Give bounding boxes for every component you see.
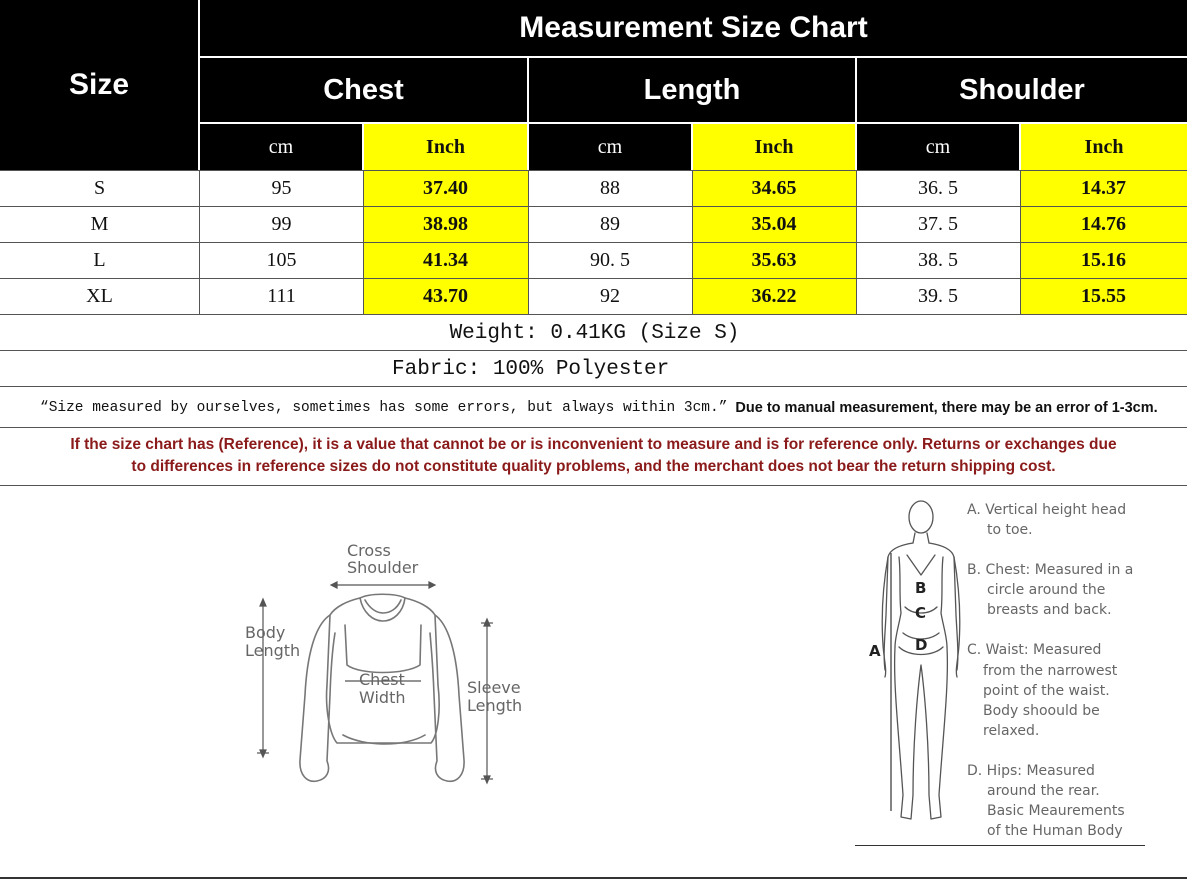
body-legend	[967, 500, 1177, 841]
unit-length-inch: Inch	[693, 124, 855, 170]
col-divider	[199, 170, 200, 314]
legend-line: of the Human Body	[987, 823, 1123, 840]
sweater-collar	[360, 594, 405, 621]
legend-line: relaxed.	[983, 722, 1040, 739]
group-length: Length	[529, 58, 855, 122]
label-body-length: Length	[245, 641, 301, 660]
col-divider	[692, 170, 693, 314]
row-divider	[0, 485, 1187, 486]
measure-note-quote: “Size measured by ourselves, sometimes has some errors, but always within 3cm.”	[40, 399, 728, 416]
label-body-length: Body	[245, 623, 286, 642]
legend-line: D. Hips: Measured	[967, 762, 1095, 779]
label-cross-shoulder: Shoulder	[347, 558, 419, 577]
label-sleeve-length: Length	[467, 696, 523, 715]
col-divider	[528, 170, 529, 314]
legend-line: breasts and back.	[987, 602, 1112, 619]
label-sleeve-length: Sleeve	[467, 678, 521, 697]
unit-chest-cm: cm	[200, 124, 362, 170]
legend-line: Body shoould be	[983, 702, 1100, 719]
row-divider	[0, 278, 1187, 279]
sweater-sleeve-left	[300, 615, 335, 781]
col-divider	[856, 170, 857, 314]
row-divider	[0, 427, 1187, 428]
cell-chest-inch: 38.98	[363, 207, 528, 242]
reference-line-1: If the size chart has (Reference), it is a value that cannot be or is inconvenient to measure and is for reference only. Returns or exchanges due	[70, 436, 1117, 453]
row-divider	[0, 170, 1187, 171]
cell-chest-inch: 41.34	[363, 243, 528, 278]
reference-line-2: to differences in reference sizes do not constitute quality problems, and the merchant does not bear the return shipping cost.	[131, 458, 1056, 475]
figure-head	[909, 501, 933, 533]
body-diagram	[855, 495, 965, 847]
group-chest: Chest	[200, 58, 527, 122]
cell-size: M	[90, 213, 109, 235]
legend-line: point of the waist.	[983, 682, 1110, 699]
label-chest-width: Width	[359, 688, 406, 707]
legend-line: circle around the	[987, 582, 1106, 599]
size-header: Size	[0, 0, 198, 170]
cell-chest-cm: 99	[271, 213, 292, 235]
col-divider	[1020, 170, 1021, 314]
col-divider	[363, 170, 364, 314]
garment-diagram	[235, 535, 535, 795]
cell-length-cm: 90. 5	[590, 249, 630, 271]
cell-chest-cm: 95	[271, 177, 292, 199]
weight-line: Weight: 0.41KG (Size S)	[449, 321, 740, 345]
cell-shoulder-inch: 15.16	[1020, 243, 1187, 278]
marker-c: C	[915, 604, 927, 622]
cell-size: L	[93, 249, 106, 271]
row-divider	[0, 386, 1187, 387]
legend-line: to toe.	[987, 522, 1033, 539]
cell-shoulder-inch: 15.55	[1020, 279, 1187, 314]
row-divider	[0, 206, 1187, 207]
reference-note	[0, 434, 1187, 482]
cell-size: S	[93, 177, 106, 199]
cell-length-inch: 36.22	[692, 279, 856, 314]
cell-length-cm: 89	[600, 213, 620, 235]
legend-line: C. Waist: Measured	[967, 642, 1102, 659]
row-divider	[0, 350, 1187, 351]
marker-d: D	[915, 636, 928, 654]
legend-line: B. Chest: Measured in a	[967, 562, 1134, 579]
unit-chest-inch: Inch	[364, 124, 527, 170]
cell-length-inch: 35.63	[692, 243, 856, 278]
legend-line: around the rear.	[987, 783, 1100, 800]
body-diagram-baseline	[855, 845, 1145, 846]
table-title: Measurement Size Chart	[200, 0, 1187, 56]
unit-shoulder-cm: cm	[857, 124, 1019, 170]
cell-shoulder-cm: 36. 5	[918, 177, 958, 199]
cell-size: XL	[86, 285, 113, 307]
cell-shoulder-inch: 14.37	[1020, 171, 1187, 206]
figure-legs	[895, 647, 948, 819]
marker-a: A	[869, 642, 881, 660]
cell-shoulder-cm: 39. 5	[918, 285, 958, 307]
cell-length-inch: 34.65	[692, 171, 856, 206]
row-divider	[0, 242, 1187, 243]
cell-length-cm: 88	[600, 177, 620, 199]
legend-line: A. Vertical height head	[967, 502, 1127, 518]
label-chest-width: Chest	[359, 670, 405, 689]
unit-length-cm: cm	[529, 124, 691, 170]
cell-shoulder-cm: 38. 5	[918, 249, 958, 271]
fabric-line: Fabric: 100% Polyester	[392, 357, 670, 381]
legend-line: Basic Meaurements	[987, 803, 1125, 820]
sweater-sleeve-right	[430, 615, 464, 781]
row-divider	[0, 314, 1187, 315]
unit-shoulder-inch: Inch	[1021, 124, 1187, 170]
cell-chest-cm: 111	[267, 285, 296, 307]
cell-chest-inch: 37.40	[363, 171, 528, 206]
cell-chest-inch: 43.70	[363, 279, 528, 314]
measure-note-bold: Due to manual measurement, there may be an error of 1-3cm.	[735, 399, 1158, 416]
cell-length-inch: 35.04	[692, 207, 856, 242]
cell-length-cm: 92	[600, 285, 620, 307]
cell-chest-cm: 105	[266, 249, 297, 271]
marker-b: B	[915, 579, 927, 597]
page-border-bottom	[0, 877, 1187, 879]
cell-shoulder-cm: 37. 5	[918, 213, 958, 235]
cell-shoulder-inch: 14.76	[1020, 207, 1187, 242]
group-shoulder: Shoulder	[857, 58, 1187, 122]
label-cross-shoulder: Cross	[347, 541, 391, 560]
legend-line: from the narrowest	[983, 662, 1118, 679]
measure-note	[40, 388, 1180, 427]
